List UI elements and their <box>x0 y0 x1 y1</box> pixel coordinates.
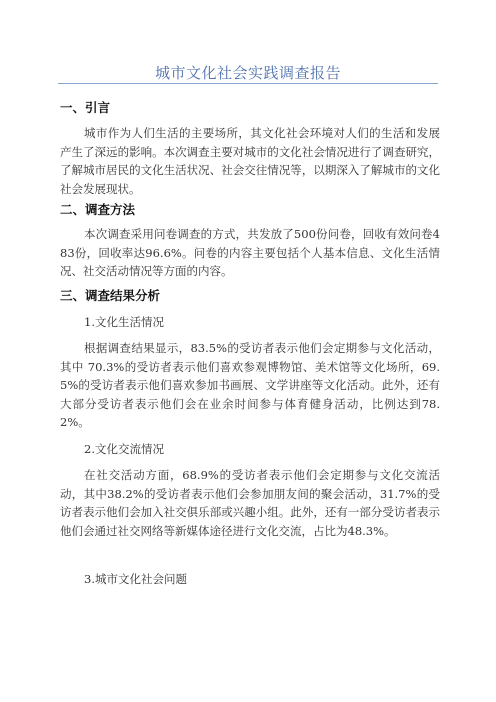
subsection-body-culture-life: 根据调查结果显示，83.5%的受访者表示他们会定期参与文化活动，其中 70.3%的受访者表示他们喜欢参观博物馆、美术馆等文化场所，69.5%的受访者表示他们喜欢参加书画展、文学讲座等文化活动。此外，还有大部分受访者表示他们会在业余时间参与体育健身活动，比例达到78.2%。 <box>60 341 440 429</box>
section-heading-introduction: 一、引言 <box>60 100 111 115</box>
section-body-method: 本次调查采用问卷调查的方式，共发放了500份问卷，回收有效问卷483份，回收率达96.6%。问卷的内容主要包括个人基本信息、文化生活情况、社交活动情况等方面的内容。 <box>60 227 440 278</box>
section-heading-results: 三、调查结果分析 <box>60 288 161 303</box>
section-heading-method: 二、调查方法 <box>60 202 136 217</box>
subsection-body-culture-exchange: 在社交活动方面，68.9%的受访者表示他们会定期参与文化交流活动，其中38.2%的受访者表示他们会参加朋友间的聚会活动，31.7%的受访者表示他们会加入社交俱乐部或兴趣小组。此外，还有一部分受访者表示他们会通过社交网络等新媒体途径进行文化交流，占比为48.3%。 <box>60 468 440 538</box>
subsection-heading-culture-life: 1.文化生活情况 <box>84 315 164 329</box>
document-title: 城市文化社会实践调查报告 <box>154 64 341 82</box>
subsection-heading-culture-exchange: 2.文化交流情况 <box>84 442 164 456</box>
title-underline <box>58 83 438 84</box>
section-body-introduction: 城市作为人们生活的主要场所，其文化社会环境对人们的生活和发展产生了深远的影响。本次调查主要对城市的文化社会情况进行了调查研究，了解城市居民的文化生活状况、社会交往情况等，以期深入了解城市的文化社会发展现状。 <box>60 126 440 196</box>
subsection-heading-social-issues: 3.城市文化社会问题 <box>84 572 187 586</box>
